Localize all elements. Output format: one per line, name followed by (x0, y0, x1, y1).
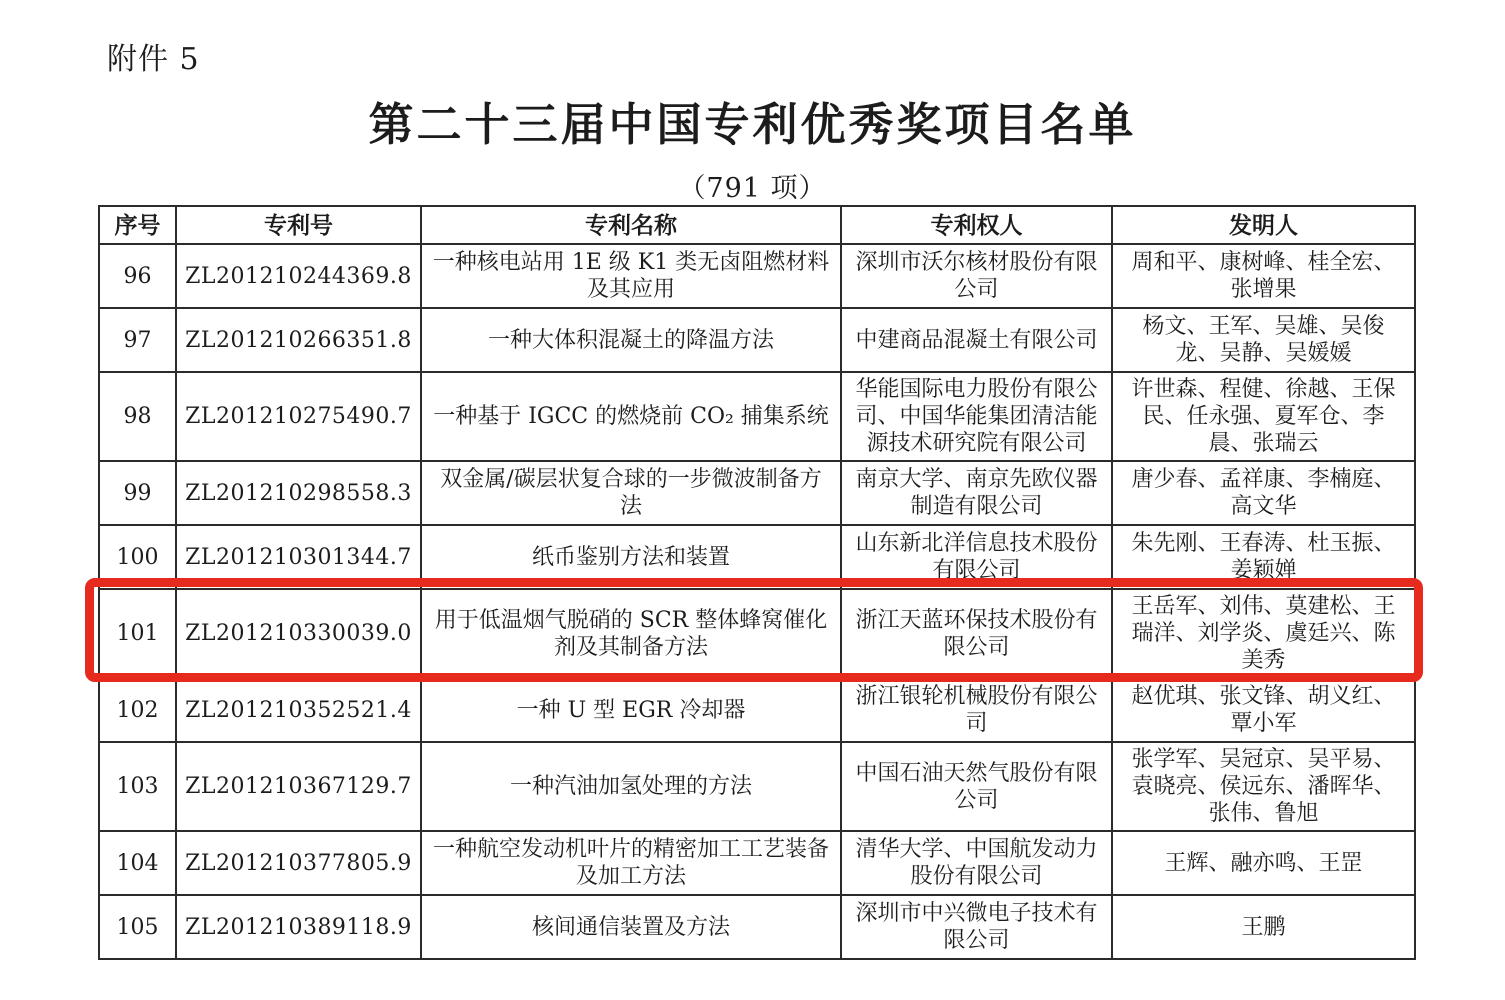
cell-patent-no: ZL201210275490.7 (176, 372, 421, 461)
cell-inventors: 朱先刚、王春涛、杜玉振、姜颖婵 (1112, 525, 1415, 589)
column-header-no: 序号 (99, 206, 176, 244)
table-row (99, 461, 1415, 525)
table-row (99, 525, 1415, 589)
table-row (99, 244, 1415, 308)
cell-patent-name: 一种大体积混凝土的降温方法 (421, 308, 841, 372)
cell-patentee: 中国石油天然气股份有限公司 (841, 742, 1112, 831)
column-header-patent-name: 专利名称 (421, 206, 841, 244)
cell-patent-name: 纸币鉴别方法和装置 (421, 525, 841, 589)
cell-patent-name: 一种汽油加氢处理的方法 (421, 742, 841, 831)
patent-table (98, 205, 1416, 960)
cell-patentee: 中建商品混凝土有限公司 (841, 308, 1112, 372)
table-row (99, 831, 1415, 895)
cell-patent-name: 一种基于 IGCC 的燃烧前 CO₂ 捕集系统 (421, 372, 841, 461)
cell-inventors: 唐少春、孟祥康、李楠庭、高文华 (1112, 461, 1415, 525)
cell-patent-no: ZL201210330039.0 (176, 589, 421, 678)
cell-no: 99 (99, 461, 176, 525)
cell-no: 105 (99, 895, 176, 959)
cell-inventors: 周和平、康树峰、桂全宏、张增果 (1112, 244, 1415, 308)
column-header-inventors: 发明人 (1112, 206, 1415, 244)
table-row (99, 678, 1415, 742)
patent-table-wrap (98, 205, 1414, 960)
cell-no: 96 (99, 244, 176, 308)
cell-no: 101 (99, 589, 176, 678)
table-row (99, 372, 1415, 461)
table-row (99, 895, 1415, 959)
cell-inventors: 许世森、程健、徐越、王保民、任永强、夏军仓、李晨、张瑞云 (1112, 372, 1415, 461)
table-row (99, 589, 1415, 678)
cell-inventors: 王辉、融亦鸣、王罡 (1112, 831, 1415, 895)
page-subtitle: （791 项） (678, 173, 827, 204)
cell-patent-name: 双金属/碳层状复合球的一步微波制备方法 (421, 461, 841, 525)
cell-patent-no: ZL201210367129.7 (176, 742, 421, 831)
cell-inventors: 王岳军、刘伟、莫建松、王瑞洋、刘学炎、虞廷兴、陈美秀 (1112, 589, 1415, 678)
cell-patentee: 华能国际电力股份有限公司、中国华能集团清洁能源技术研究院有限公司 (841, 372, 1112, 461)
cell-patentee: 南京大学、南京先欧仪器制造有限公司 (841, 461, 1112, 525)
cell-patentee: 深圳市沃尔核材股份有限公司 (841, 244, 1112, 308)
cell-no: 103 (99, 742, 176, 831)
cell-patent-name: 一种 U 型 EGR 冷却器 (421, 678, 841, 742)
cell-patent-no: ZL201210301344.7 (176, 525, 421, 589)
cell-patent-name: 核间通信装置及方法 (421, 895, 841, 959)
table-header-row (99, 206, 1415, 244)
cell-patent-name: 一种核电站用 1E 级 K1 类无卤阻燃材料及其应用 (421, 244, 841, 308)
page-title: 第二十三届中国专利优秀奖项目名单 (368, 98, 1137, 151)
cell-patent-no: ZL201210389118.9 (176, 895, 421, 959)
cell-no: 104 (99, 831, 176, 895)
cell-patent-name: 用于低温烟气脱硝的 SCR 整体蜂窝催化剂及其制备方法 (421, 589, 841, 678)
cell-inventors: 张学军、吴冠京、吴平易、袁晓亮、侯远东、潘晖华、张伟、鲁旭 (1112, 742, 1415, 831)
cell-no: 97 (99, 308, 176, 372)
column-header-patent-no: 专利号 (176, 206, 421, 244)
cell-patentee: 清华大学、中国航发动力股份有限公司 (841, 831, 1112, 895)
cell-patentee: 山东新北洋信息技术股份有限公司 (841, 525, 1112, 589)
cell-no: 100 (99, 525, 176, 589)
cell-inventors: 王鹏 (1112, 895, 1415, 959)
cell-patentee: 浙江天蓝环保技术股份有限公司 (841, 589, 1112, 678)
cell-no: 98 (99, 372, 176, 461)
cell-inventors: 杨文、王军、吴雄、吴俊龙、吴静、吴媛媛 (1112, 308, 1415, 372)
cell-patent-no: ZL201210266351.8 (176, 308, 421, 372)
column-header-patentee: 专利权人 (841, 206, 1112, 244)
table-row (99, 308, 1415, 372)
cell-patent-no: ZL201210298558.3 (176, 461, 421, 525)
cell-patent-name: 一种航空发动机叶片的精密加工工艺装备及加工方法 (421, 831, 841, 895)
attachment-label: 附件 5 (107, 42, 200, 77)
cell-patentee: 浙江银轮机械股份有限公司 (841, 678, 1112, 742)
cell-no: 102 (99, 678, 176, 742)
cell-patent-no: ZL201210244369.8 (176, 244, 421, 308)
cell-patentee: 深圳市中兴微电子技术有限公司 (841, 895, 1112, 959)
cell-patent-no: ZL201210377805.9 (176, 831, 421, 895)
cell-inventors: 赵优琪、张文锋、胡义红、覃小军 (1112, 678, 1415, 742)
table-row (99, 742, 1415, 831)
cell-patent-no: ZL201210352521.4 (176, 678, 421, 742)
